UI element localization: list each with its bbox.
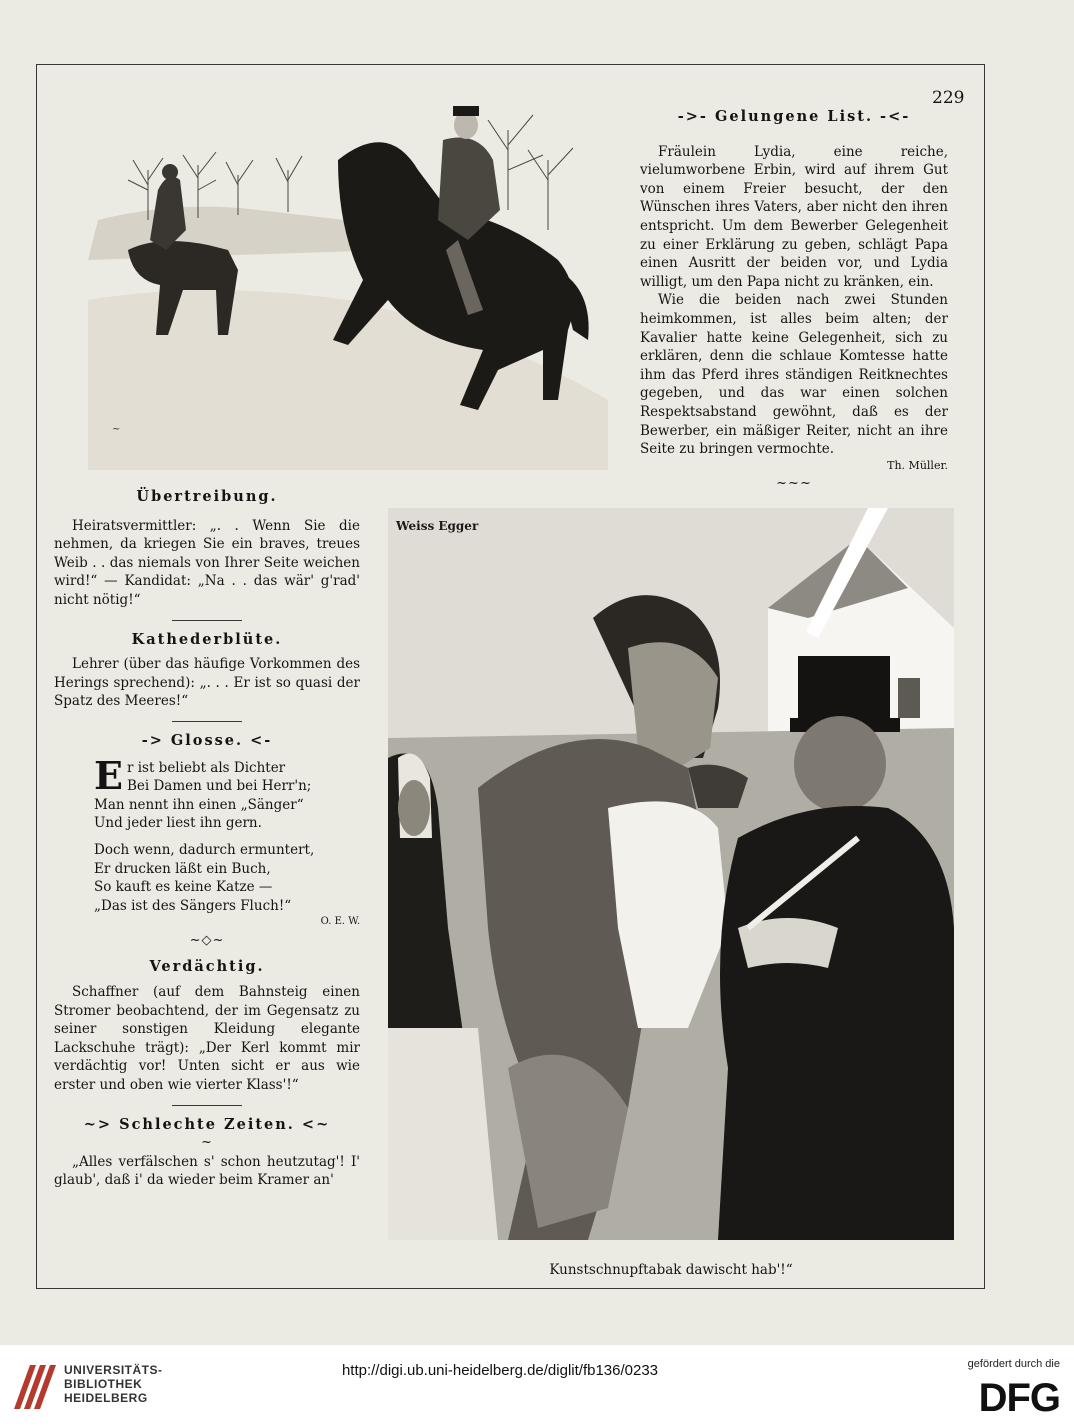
dfg-logo: DFG <box>978 1376 1060 1420</box>
riding-illustration <box>88 100 608 470</box>
small-ornament: ~ <box>201 1135 213 1151</box>
main-illustration <box>388 508 954 1240</box>
poem-line: Man nennt ihn einen „Sänger“ <box>94 796 304 813</box>
drop-cap: E <box>94 752 123 798</box>
story-title: ~> Schlechte Zeiten. <~ <box>83 1115 331 1133</box>
story-text: Heiratsvermittler: „. . Wenn Sie die nehmen, da kriegen Sie ein braves, treues Weib . . das niemals von Ihrer Seite weichen wird!“ — Kandidat: „Na . . das wär' g'rad' nicht nötig!“ <box>54 517 360 608</box>
story-title: Verdächtig. <box>149 958 265 976</box>
divider <box>172 721 242 722</box>
ornament-left: ~> <box>83 1115 120 1133</box>
library-name-line2: BIBLIOTHEK <box>64 1377 143 1391</box>
artist-signature: Weiss Egger <box>396 519 479 533</box>
story-text: Lehrer (über das häufige Vorkommen des Herings sprechend): „. . . Er ist so quasi der Spatz des Meeres!“ <box>54 656 360 710</box>
university-logo-icon <box>10 1359 58 1415</box>
poem-line: „Das ist des Sängers Fluch!“ <box>94 897 292 914</box>
story-title: -> Glosse. <- <box>141 731 273 749</box>
author-signature: Th. Müller. <box>887 458 948 472</box>
poem-line: Er drucken läßt ein Buch, <box>94 860 271 877</box>
svg-text:~: ~ <box>112 424 121 435</box>
story-text: „Alles verfälschen s' schon heutzutag'! I' glaub', daß i' da wieder beim Kramer an' <box>54 1153 360 1189</box>
story-gelungene-list <box>640 108 948 494</box>
poem-line: Und jeder liest ihn gern. <box>94 815 262 832</box>
poem-line: r ist beliebt als Dichter <box>126 759 286 776</box>
story-title: Kathederblüte. <box>131 630 283 648</box>
divider <box>172 1105 242 1106</box>
story-paragraph: Fräulein Lydia, eine reiche, vielumworbene Erbin, wird auf ihrem Gut von einem Freier besucht, der den Wünschen ihres Vaters, aber nicht den ihren entspricht. Um dem Bewerber Gelegenheit zu einer Erklärung zu geben, schlägt Papa einen Ausritt der beiden vor, und Lydia willigt, um den Papa nicht zu kränken, ein. <box>640 143 948 290</box>
story-paragraph: Wie die beiden nach zwei Stunden heimkommen, ist alles beim alten; der Kavalier hatte keine Gelegenheit, sich zu erklären, denn die schlaue Komtesse hatte ihm das Pferd ihres ständigen Reitknechtes gegeben, und das war einen solchen Respektsabstand gewöhnt, daß es der Bewerber, ein mäßiger Reiter, nicht an ihre Seite zu bringen vermochte. <box>640 292 948 458</box>
poem-line: Bei Damen und bei Herr'n; <box>126 778 312 795</box>
funding-note: gefördert durch die <box>967 1358 1060 1370</box>
ornament-right: <~ <box>294 1115 331 1133</box>
poem <box>54 752 360 916</box>
story-title: Übertreibung. <box>136 488 278 505</box>
page-number: 229 <box>932 88 965 108</box>
flourish-ornament: ~◇~ <box>189 932 225 948</box>
poem-line: Doch wenn, dadurch ermuntert, <box>94 841 315 858</box>
ornament-right: <- <box>243 731 273 749</box>
ornament-left: -> <box>141 731 171 749</box>
story-text: Schaffner (auf dem Bahnsteig einen Stromer beobachtend, der im Gegensatz zu seiner sonstigen Kleidung elegante Lackschuhe trägt): „Der Kerl kommt mir verdächtig vor! Unten sicht er aus wie erster und oben wie vierter Klass'!“ <box>54 984 360 1094</box>
ornament-right: -<- <box>873 108 911 125</box>
wave-ornament: ~~~ <box>776 476 812 492</box>
library-name-line1: UNIVERSITÄTS- <box>64 1363 163 1377</box>
ornament-left: ->- <box>677 108 715 125</box>
story-title: ->- Gelungene List. -<- <box>677 108 911 125</box>
left-column <box>54 488 360 1190</box>
illustration-caption: Kunstschnupftabak dawischt hab'!“ <box>549 1262 793 1278</box>
poem-line: So kauft es keine Katze — <box>94 879 273 896</box>
permalink-url[interactable]: http://digi.ub.uni-heidelberg.de/diglit/fb136/0233 <box>341 1362 659 1379</box>
divider <box>172 620 242 621</box>
author-signature: O. E. W. <box>320 916 360 928</box>
library-name-line3: HEIDELBERG <box>64 1391 148 1405</box>
